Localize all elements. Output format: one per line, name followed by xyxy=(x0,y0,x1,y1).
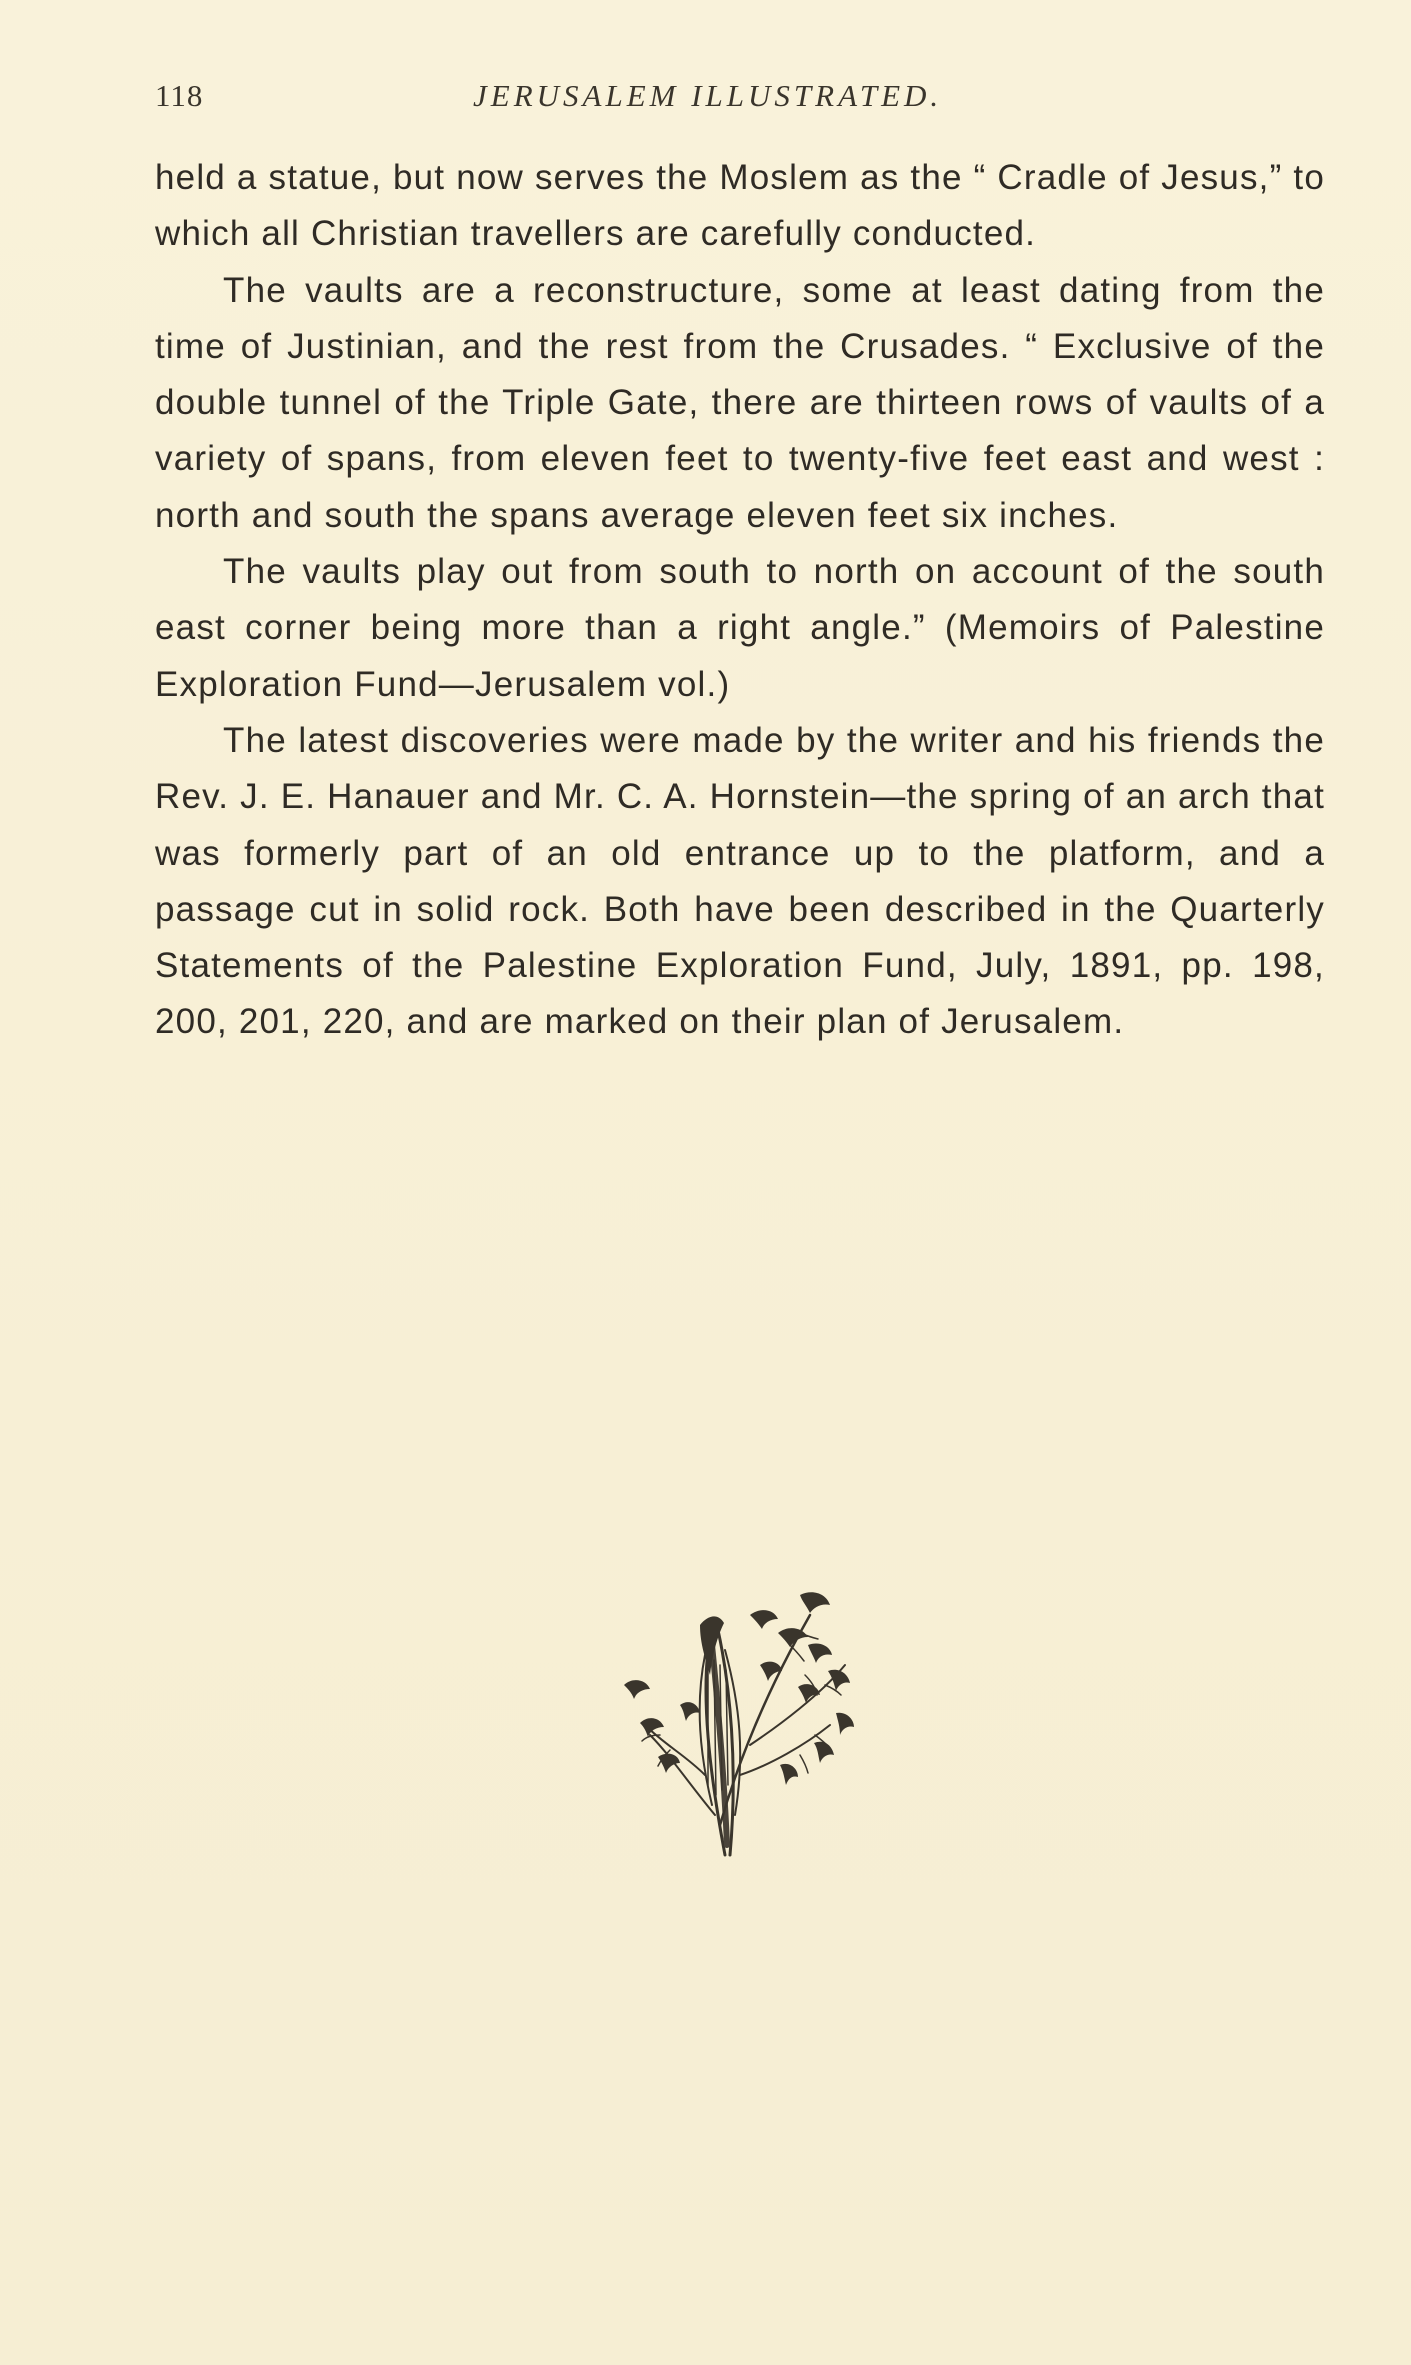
lily-of-the-valley-ornament-icon xyxy=(600,1575,890,1875)
paragraph-continuation: held a statue, but now serves the Moslem as the “ Cradle of Jesus,” to which all Christian travellers are carefully conducted. xyxy=(155,158,1325,254)
running-title: JERUSALEM ILLUSTRATED. xyxy=(473,78,943,113)
page-number: 118 xyxy=(155,78,204,113)
paragraph-vaults: The vaults are a reconstructure, some at least dating from the time of Justinian, and the rest from the Crusades. “ Exclusive of the double tunnel of the Triple Gate, there are thirteen rows of vaults of a variety of spans, from eleven feet to twenty-five feet east and west : north and south the spans average eleven feet six inches. xyxy=(155,270,1325,535)
paragraph-vaults-play-out: The vaults play out from south to north on account of the south east corner being more than a right angle.” (Memoirs of Palestine Exploration Fund—Jerusalem vol.) xyxy=(155,552,1325,704)
page-header xyxy=(155,78,1325,122)
body-text xyxy=(155,150,1325,1051)
paragraph-latest-discoveries: The latest discoveries were made by the writer and his friends the Rev. J. E. Hanauer and Mr. C. A. Hornstein—the spring of an arch that was formerly part of an old entrance up to the platform, and a passage cut in solid rock. Both have been described in the Quarterly Statements of the Palestine Exploration Fund, July, 1891, pp. 198, 200, 201, 220, and are marked on their plan of Jerusalem. xyxy=(155,720,1325,1042)
